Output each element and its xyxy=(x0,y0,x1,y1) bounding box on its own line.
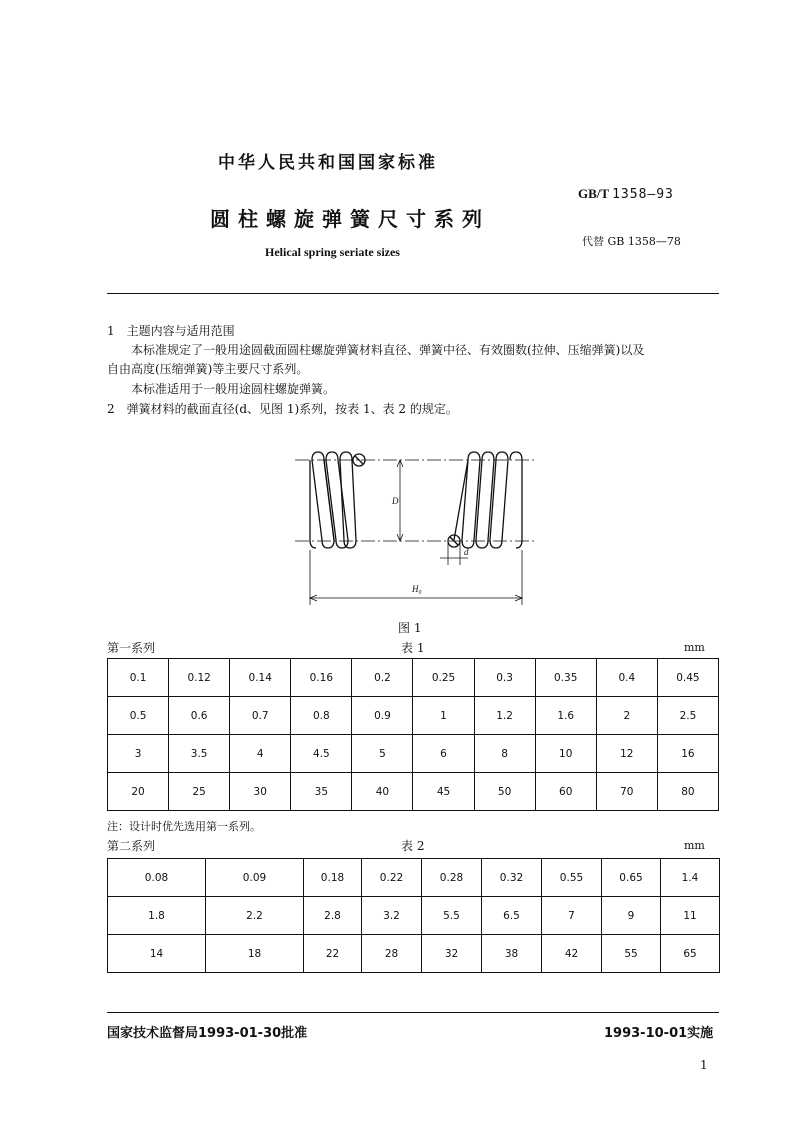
table-cell: 0.28 xyxy=(422,859,482,897)
standard-title-en: Helical spring seriate sizes xyxy=(265,245,400,259)
table-cell: 25 xyxy=(169,773,230,811)
table-cell: 2 xyxy=(596,697,657,735)
table-cell: 0.18 xyxy=(304,859,362,897)
table-cell: 2.5 xyxy=(657,697,718,735)
table-cell: 0.35 xyxy=(535,659,596,697)
table-cell: 50 xyxy=(474,773,535,811)
table-cell: 38 xyxy=(482,935,542,973)
table-cell: 5 xyxy=(352,735,413,773)
table-cell: 6 xyxy=(413,735,474,773)
table-cell: 0.45 xyxy=(657,659,718,697)
table-row xyxy=(108,897,720,935)
dimension-label-d: d xyxy=(464,547,469,557)
table-cell: 11 xyxy=(661,897,720,935)
table-1 xyxy=(107,658,719,811)
approval-statement: 国家技术监督局1993-01-30批准 xyxy=(107,1026,308,1041)
table-cell: 6.5 xyxy=(482,897,542,935)
table-cell: 9 xyxy=(602,897,661,935)
table-cell: 4 xyxy=(230,735,291,773)
table-cell: 1.4 xyxy=(661,859,720,897)
dimension-label-H0: H₀ xyxy=(412,584,422,594)
section-1-paragraph-line-2: 自由高度(压缩弹簧)等主要尺寸系列。 xyxy=(107,362,309,376)
table-cell: 8 xyxy=(474,735,535,773)
table-cell: 70 xyxy=(596,773,657,811)
table-cell: 40 xyxy=(352,773,413,811)
table-cell: 0.7 xyxy=(230,697,291,735)
table-cell: 4.5 xyxy=(291,735,352,773)
table-cell: 32 xyxy=(422,935,482,973)
table-2-unit: mm xyxy=(684,839,705,852)
table-cell: 2.2 xyxy=(206,897,304,935)
table-cell: 12 xyxy=(596,735,657,773)
table-cell: 0.55 xyxy=(542,859,602,897)
table-cell: 7 xyxy=(542,897,602,935)
section-1-scope: 本标准适用于一般用途圆柱螺旋弹簧。 xyxy=(131,382,336,396)
table-cell: 42 xyxy=(542,935,602,973)
table-cell: 65 xyxy=(661,935,720,973)
table-cell: 14 xyxy=(108,935,206,973)
table-row xyxy=(108,773,719,811)
table-cell: 10 xyxy=(535,735,596,773)
table-cell: 80 xyxy=(657,773,718,811)
table-cell: 0.12 xyxy=(169,659,230,697)
table-cell: 30 xyxy=(230,773,291,811)
standard-title-cn: 圆柱螺旋弹簧尺寸系列 xyxy=(210,207,490,231)
table-cell: 0.6 xyxy=(169,697,230,735)
table-cell: 0.9 xyxy=(352,697,413,735)
table-cell: 0.5 xyxy=(108,697,169,735)
table-1-unit: mm xyxy=(684,641,705,654)
table-cell: 0.3 xyxy=(474,659,535,697)
table-cell: 0.65 xyxy=(602,859,661,897)
table-cell: 0.2 xyxy=(352,659,413,697)
table-cell: 0.08 xyxy=(108,859,206,897)
table-cell: 1 xyxy=(413,697,474,735)
section-2-heading: 2 弹簧材料的截面直径(d、见图 1)系列，按表 1、表 2 的规定。 xyxy=(107,402,458,416)
table-cell: 0.22 xyxy=(362,859,422,897)
table-row xyxy=(108,935,720,973)
table-cell: 0.14 xyxy=(230,659,291,697)
table-cell: 1.6 xyxy=(535,697,596,735)
table-row xyxy=(108,659,719,697)
national-standard-heading: 中华人民共和国国家标准 xyxy=(218,153,438,173)
replaces-note: 代替 GB 1358—78 xyxy=(582,235,681,248)
table-cell: 0.09 xyxy=(206,859,304,897)
table-cell: 22 xyxy=(304,935,362,973)
standard-code-prefix: GB/T xyxy=(578,186,609,201)
table-cell: 1.8 xyxy=(108,897,206,935)
table-1-note: 注：设计时优先选用第一系列。 xyxy=(107,820,261,833)
standard-code xyxy=(578,186,674,202)
standard-code-number: 1358—93 xyxy=(612,187,674,202)
table-cell: 55 xyxy=(602,935,661,973)
table-cell: 18 xyxy=(206,935,304,973)
dimension-label-D: D xyxy=(392,496,399,506)
section-1-heading: 1 主题内容与适用范围 xyxy=(107,324,235,338)
table-cell: 1.2 xyxy=(474,697,535,735)
table-1-series-label: 第一系列 xyxy=(107,641,156,655)
table-cell: 0.8 xyxy=(291,697,352,735)
table-row xyxy=(108,735,719,773)
table-cell: 3.2 xyxy=(362,897,422,935)
table-cell: 16 xyxy=(657,735,718,773)
table-cell: 2.8 xyxy=(304,897,362,935)
table-cell: 60 xyxy=(535,773,596,811)
figure-1-spring-diagram xyxy=(290,440,540,615)
header-divider xyxy=(107,293,719,294)
table-cell: 3 xyxy=(108,735,169,773)
section-1-paragraph-line-1: 本标准规定了一般用途圆截面圆柱螺旋弹簧材料直径、弹簧中径、有效圈数(拉伸、压缩弹簧)以及 xyxy=(131,343,645,357)
table-cell: 45 xyxy=(413,773,474,811)
table-cell: 0.16 xyxy=(291,659,352,697)
table-cell: 3.5 xyxy=(169,735,230,773)
figure-1-caption: 图 1 xyxy=(398,621,422,635)
table-cell: 28 xyxy=(362,935,422,973)
table-cell: 0.4 xyxy=(596,659,657,697)
table-cell: 35 xyxy=(291,773,352,811)
table-2 xyxy=(107,858,720,973)
table-2-series-label: 第二系列 xyxy=(107,839,156,853)
table-row xyxy=(108,697,719,735)
footer-divider xyxy=(107,1012,719,1013)
table-row xyxy=(108,859,720,897)
table-cell: 20 xyxy=(108,773,169,811)
table-cell: 0.25 xyxy=(413,659,474,697)
table-cell: 5.5 xyxy=(422,897,482,935)
table-1-caption: 表 1 xyxy=(401,641,425,655)
table-cell: 0.1 xyxy=(108,659,169,697)
table-cell: 0.32 xyxy=(482,859,542,897)
table-2-caption: 表 2 xyxy=(401,839,425,853)
effective-date: 1993-10-01实施 xyxy=(604,1026,714,1041)
page-number: 1 xyxy=(700,1058,708,1072)
